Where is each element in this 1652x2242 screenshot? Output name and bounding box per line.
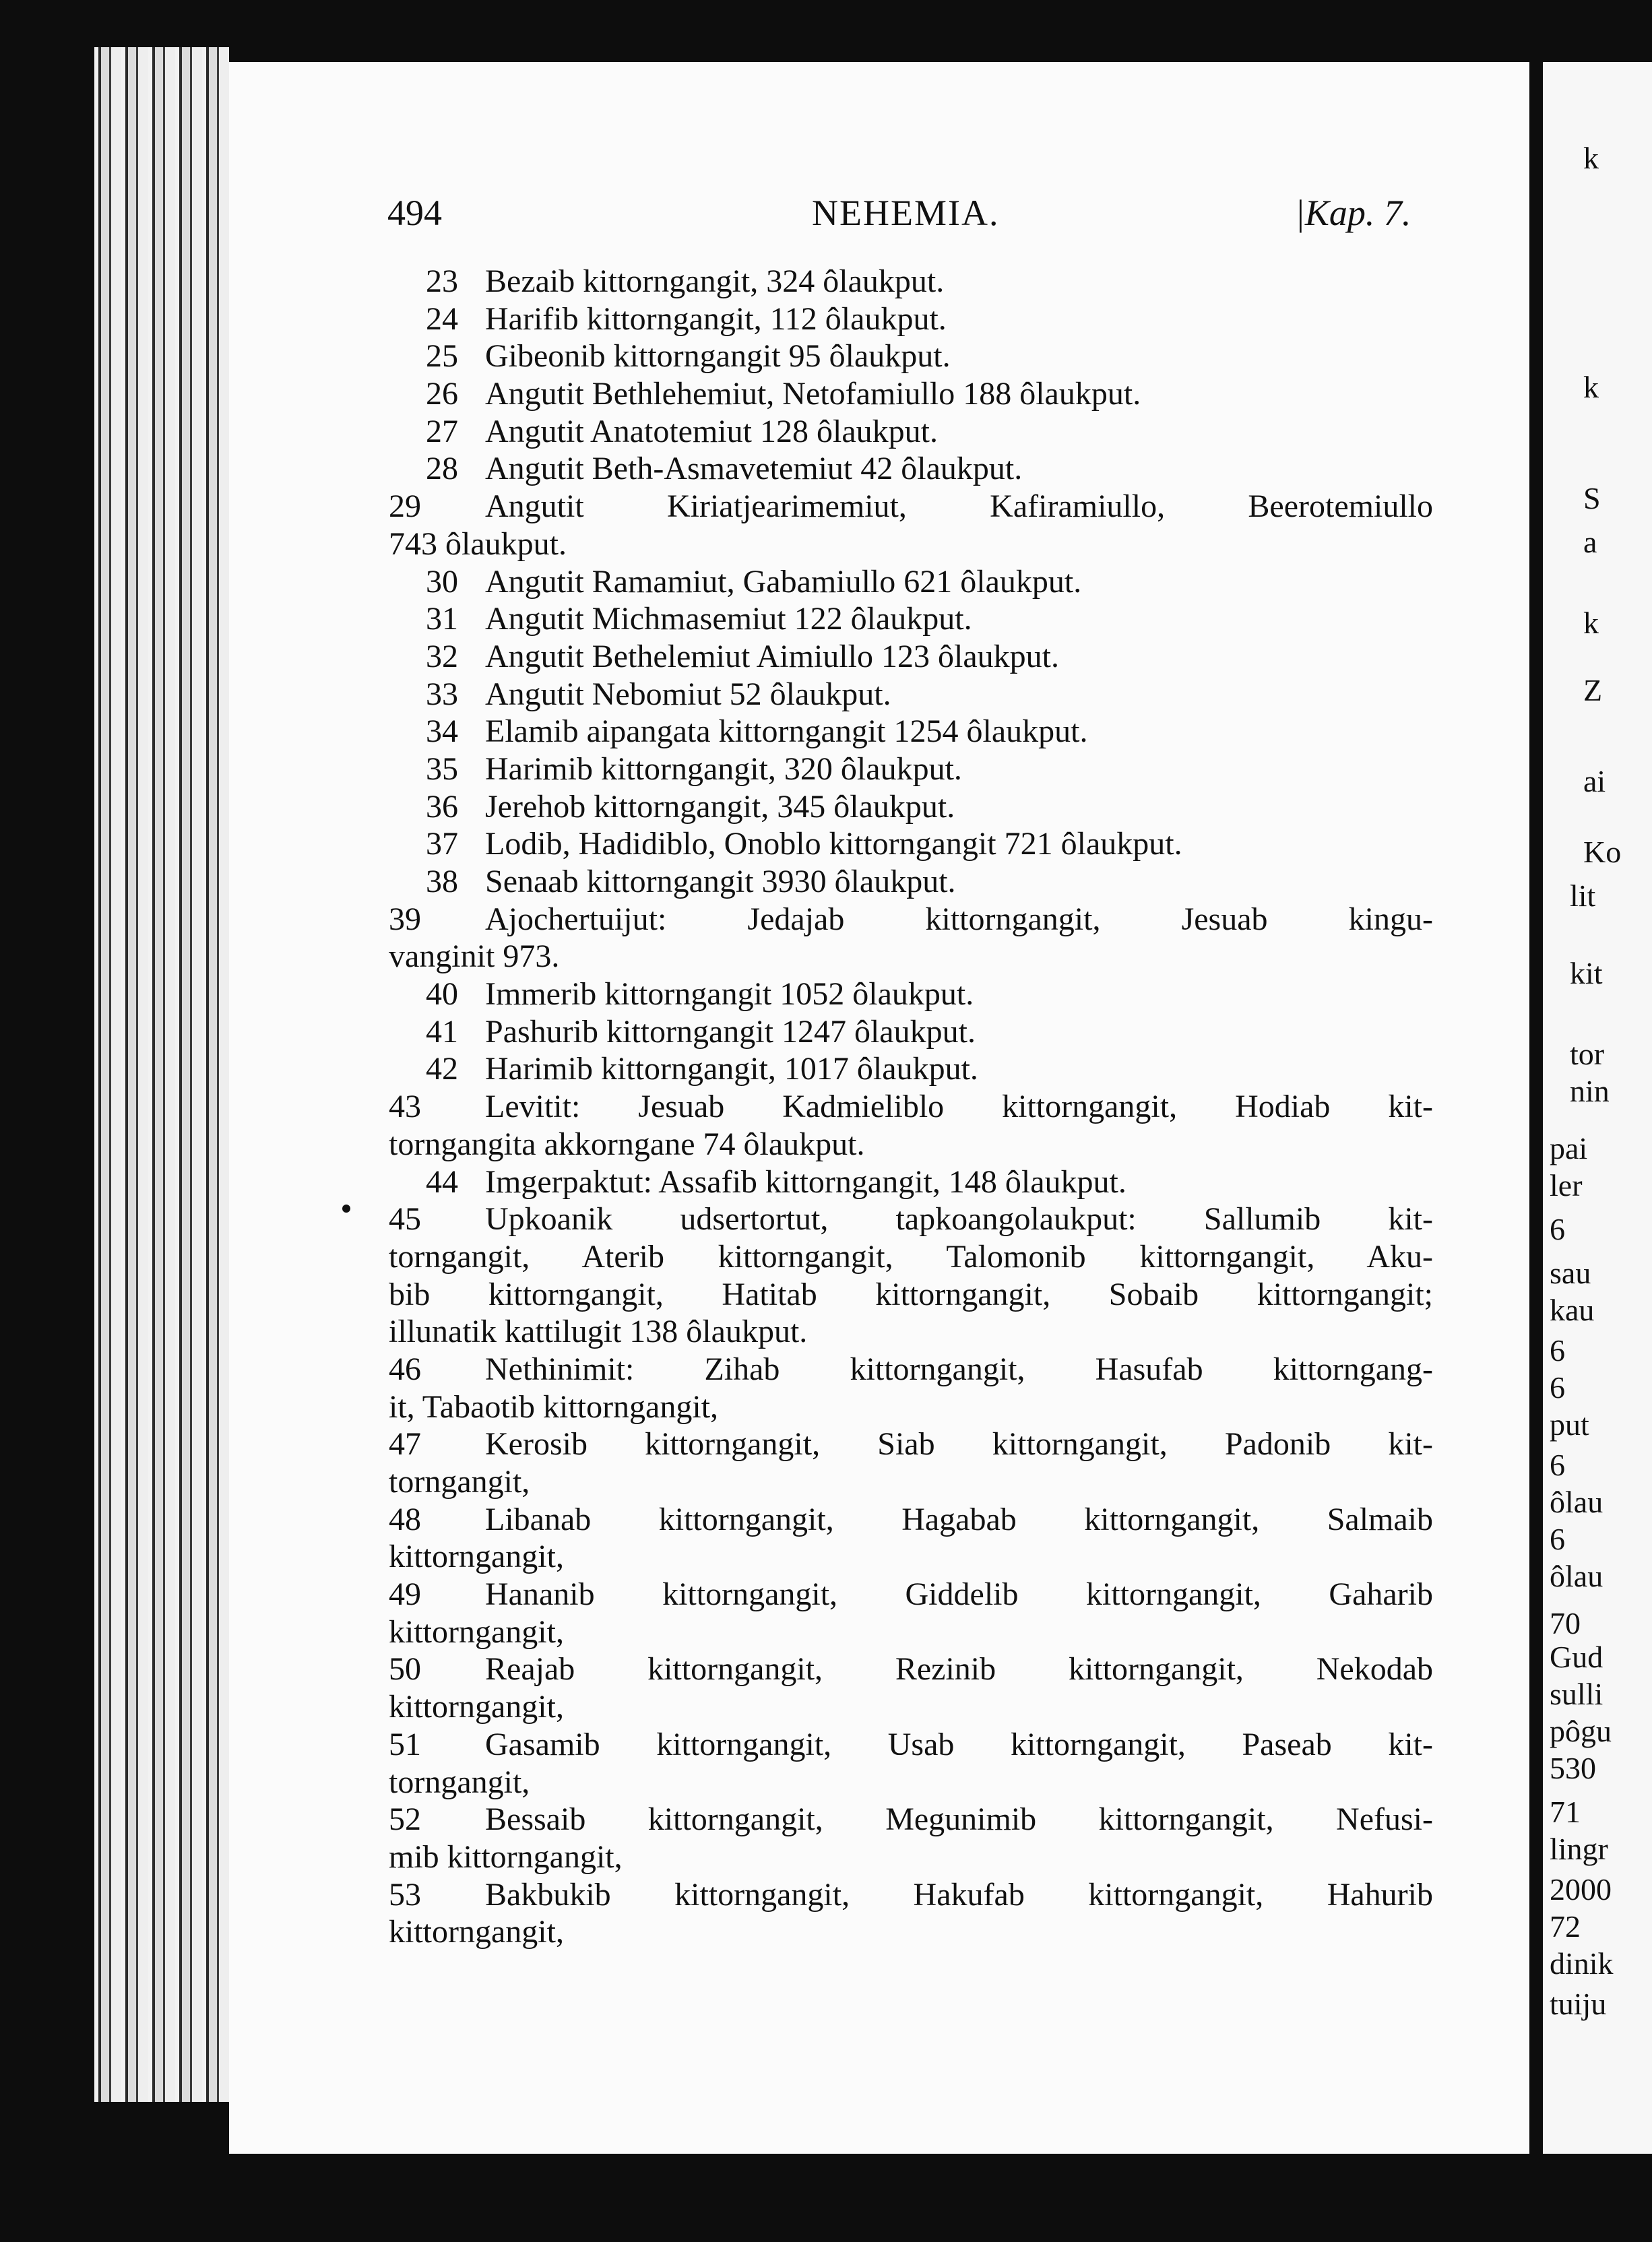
text-line	[389, 1501, 1433, 1539]
verse-text: Libanab kittorngangit, Hagabab kittorngangit, Salmaib	[485, 1501, 1433, 1537]
text-line	[389, 375, 1433, 413]
verse-text: Imgerpaktut: Assafib kittorngangit, 148 ôlaukput.	[485, 1163, 1126, 1200]
facing-page-fragment: 6	[1550, 1212, 1565, 1246]
text-line	[389, 1088, 1433, 1126]
verse-number: 37	[426, 826, 458, 862]
text-line	[389, 1426, 1433, 1463]
verse-number: 36	[426, 788, 458, 825]
verse-number: 25	[426, 338, 458, 375]
verse-text: torngangita akkorngane 74 ôlaukput.	[389, 1126, 865, 1162]
text-line	[389, 1764, 1433, 1801]
verse-number: 43	[389, 1089, 421, 1125]
verse-number: 24	[426, 300, 458, 337]
verse-text: Kerosib kittorngangit, Siab kittorngangit, Padonib kit-	[485, 1426, 1433, 1463]
facing-page-fragment: k	[1583, 370, 1599, 404]
verse-number: 27	[426, 413, 458, 449]
verse-text: vanginit 973.	[389, 938, 560, 975]
text-line	[389, 1013, 1433, 1051]
verse-list	[389, 263, 1433, 1951]
verse-text: Elamib aipangata kittorngangit 1254 ôlaukput.	[485, 713, 1088, 750]
text-line	[389, 1726, 1433, 1764]
verse-text: Bakbukib kittorngangit, Hakufab kittorngangit, Hahurib	[485, 1876, 1433, 1913]
verse-text: Gibeonib kittorngangit 95 ôlaukput.	[485, 338, 951, 375]
verse-number: 33	[426, 676, 458, 712]
facing-page-fragment: S	[1583, 481, 1601, 515]
facing-page-fragment: lit	[1570, 878, 1596, 913]
page-number: 494	[387, 193, 442, 233]
facing-page-edge	[1543, 62, 1652, 2154]
facing-page-fragment: k	[1583, 606, 1599, 640]
verse-number: 28	[426, 451, 458, 487]
text-line	[389, 1688, 1433, 1726]
facing-page-fragment: 6	[1550, 1522, 1565, 1556]
verse-text: Levitit: Jesuab Kadmieliblo kittorngangit, Hodiab kit-	[485, 1089, 1433, 1125]
verse-text: Immerib kittorngangit 1052 ôlaukput.	[485, 976, 974, 1013]
verse-number: 45	[389, 1201, 421, 1238]
verse-number: 42	[426, 1051, 458, 1087]
facing-page-fragment: sulli	[1550, 1677, 1603, 1711]
text-line	[389, 750, 1433, 788]
facing-page-fragment: tor	[1570, 1037, 1605, 1071]
text-line	[389, 1838, 1433, 1876]
text-line	[389, 975, 1433, 1013]
facing-page-fragment: nin	[1570, 1074, 1610, 1108]
verse-text: torngangit,	[389, 1464, 530, 1500]
text-line	[389, 338, 1433, 375]
text-line	[389, 600, 1433, 638]
text-line	[389, 863, 1433, 901]
verse-number: 48	[389, 1501, 421, 1537]
facing-page-fragment: pôgu	[1550, 1714, 1612, 1748]
verse-number: 40	[426, 976, 458, 1013]
text-line	[389, 1238, 1433, 1276]
facing-page-fragment: Ko	[1583, 835, 1622, 869]
verse-text: Reajab kittorngangit, Rezinib kittorngangit, Nekodab	[485, 1651, 1433, 1688]
text-line	[389, 1463, 1433, 1501]
facing-page-fragment: 70	[1550, 1606, 1581, 1640]
verse-text: kittorngangit,	[389, 1689, 564, 1725]
facing-page-fragment: 2000	[1550, 1872, 1612, 1907]
facing-page-fragment: sau	[1550, 1256, 1591, 1290]
facing-page-fragment: dinik	[1550, 1946, 1614, 1981]
verse-text: torngangit, Aterib kittorngangit, Talomonib kittorngangit, Aku-	[389, 1238, 1433, 1275]
text-line	[389, 788, 1433, 826]
facing-page-fragment: Gud	[1550, 1640, 1603, 1674]
verse-number: 44	[426, 1163, 458, 1200]
verse-text: mib kittorngangit,	[389, 1838, 623, 1875]
verse-text: Pashurib kittorngangit 1247 ôlaukput.	[485, 1013, 976, 1050]
text-line	[389, 938, 1433, 975]
verse-text: it, Tabaotib kittorngangit,	[389, 1388, 719, 1425]
text-line	[389, 1538, 1433, 1576]
verse-text: kittorngangit,	[389, 1613, 564, 1650]
verse-number: 34	[426, 713, 458, 750]
facing-page-fragment: 6	[1550, 1448, 1565, 1482]
text-line	[389, 1351, 1433, 1388]
verse-number: 52	[389, 1801, 421, 1838]
text-line	[389, 413, 1433, 451]
facing-page-fragment: a	[1583, 525, 1597, 559]
text-line	[389, 1576, 1433, 1613]
verse-text: Angutit Bethelemiut Aimiullo 123 ôlaukput.	[485, 638, 1059, 674]
verse-text: Bessaib kittorngangit, Megunimib kittorngangit, Nefusi-	[485, 1801, 1433, 1838]
text-line	[389, 563, 1433, 601]
verse-text: Harifib kittorngangit, 112 ôlaukput.	[485, 300, 947, 337]
text-line	[389, 825, 1433, 863]
verse-number: 38	[426, 864, 458, 899]
verse-text: Angutit Anatotemiut 128 ôlaukput.	[485, 413, 938, 449]
verse-text: Angutit Ramamiut, Gabamiullo 621 ôlaukput.	[485, 563, 1082, 600]
text-line	[389, 638, 1433, 676]
verse-text: Angutit Michmasemiut 122 ôlaukput.	[485, 601, 972, 637]
verse-number: 35	[426, 750, 458, 787]
facing-page-fragment: 72	[1550, 1909, 1581, 1944]
verse-text: Gasamib kittorngangit, Usab kittorngangit, Paseab kit-	[485, 1726, 1433, 1762]
verse-text: Jerehob kittorngangit, 345 ôlaukput.	[485, 788, 955, 825]
text-line	[389, 450, 1433, 488]
verse-text: Bezaib kittorngangit, 324 ôlaukput.	[485, 263, 945, 299]
verse-number: 41	[426, 1013, 458, 1050]
margin-dot	[342, 1205, 350, 1213]
facing-page-fragment: k	[1583, 141, 1599, 175]
text-line	[389, 300, 1433, 338]
facing-page-fragment: ai	[1583, 764, 1606, 798]
facing-page-fragment: Z	[1583, 673, 1603, 707]
verse-text: kittorngangit,	[389, 1914, 564, 1950]
verse-text: Angutit Beth-Asmavetemiut 42 ôlaukput.	[485, 451, 1023, 487]
verse-text: Hananib kittorngangit, Giddelib kittorngangit, Gaharib	[485, 1576, 1433, 1613]
verse-text: Ajochertuijut: Jedajab kittorngangit, Jesuab kingu-	[485, 901, 1433, 937]
facing-page-fragment: kau	[1550, 1293, 1595, 1327]
text-line	[389, 1913, 1433, 1951]
verse-text: kittorngangit,	[389, 1539, 564, 1575]
facing-page-fragment: lingr	[1550, 1832, 1608, 1866]
verse-number: 50	[389, 1651, 421, 1688]
verse-text: Angutit Bethlehemiut, Netofamiullo 188 ôlaukput.	[485, 376, 1141, 412]
verse-number: 26	[426, 376, 458, 412]
text-line	[389, 901, 1433, 938]
text-line	[389, 1050, 1433, 1088]
verse-text: bib kittorngangit, Hatitab kittorngangit, Sobaib kittorngangit;	[389, 1276, 1433, 1312]
text-line	[389, 525, 1433, 563]
text-line	[389, 1126, 1433, 1163]
verse-number: 47	[389, 1426, 421, 1463]
verse-text: Nethinimit: Zihab kittorngangit, Hasufab kittorngang-	[485, 1351, 1433, 1387]
facing-page-fragment: 6	[1550, 1333, 1565, 1368]
running-title: NEHEMIA.	[812, 193, 1000, 233]
text-line	[389, 1613, 1433, 1651]
text-line	[389, 1388, 1433, 1426]
book-spine-page-edges	[94, 47, 229, 2102]
verse-text: Angutit Nebomiut 52 ôlaukput.	[485, 676, 891, 712]
facing-page-fragment: 530	[1550, 1751, 1596, 1785]
verse-number: 29	[389, 488, 421, 525]
verse-text: Harimib kittorngangit, 1017 ôlaukput.	[485, 1051, 978, 1087]
text-line	[389, 1801, 1433, 1838]
verse-text: Angutit Kiriatjearimemiut, Kafiramiullo, Beerotemiullo	[485, 488, 1433, 525]
facing-page-fragment: kit	[1570, 956, 1603, 990]
text-line	[389, 488, 1433, 525]
facing-page-fragment: ôlau	[1550, 1559, 1603, 1593]
verse-text: torngangit,	[389, 1764, 530, 1800]
verse-number: 53	[389, 1876, 421, 1913]
verse-number: 51	[389, 1726, 421, 1762]
facing-page-fragment: tuiju	[1550, 1987, 1607, 2021]
text-line	[389, 1313, 1433, 1351]
verse-number: 49	[389, 1576, 421, 1613]
verse-number: 32	[426, 638, 458, 674]
facing-page-fragment: 6	[1550, 1370, 1565, 1405]
verse-number: 46	[389, 1351, 421, 1387]
facing-page-fragment: ler	[1550, 1168, 1583, 1203]
facing-page-fragment: ôlau	[1550, 1485, 1603, 1519]
verse-text: Upkoanik udsertortut, tapkoangolaukput: Sallumib kit-	[485, 1201, 1433, 1238]
facing-page-fragment: 71	[1550, 1795, 1581, 1829]
chapter-reference: |Kap. 7.	[1295, 193, 1411, 233]
verse-number: 31	[426, 601, 458, 637]
verse-text: illunatik kattilugit 138 ôlaukput.	[389, 1314, 808, 1350]
verse-number: 30	[426, 563, 458, 600]
text-line	[389, 1200, 1433, 1238]
text-line	[389, 1651, 1433, 1688]
verse-text: 743 ôlaukput.	[389, 525, 567, 562]
text-line	[389, 263, 1433, 300]
verse-number: 23	[426, 263, 458, 299]
text-line	[389, 713, 1433, 750]
facing-page-fragment: pai	[1550, 1131, 1588, 1165]
text-line	[389, 1276, 1433, 1314]
facing-page-fragment: put	[1550, 1407, 1589, 1442]
verse-text: Senaab kittorngangit 3930 ôlaukput.	[485, 864, 956, 899]
text-line	[389, 1876, 1433, 1914]
text-line	[389, 1163, 1433, 1201]
verse-text: Lodib, Hadidiblo, Onoblo kittorngangit 721 ôlaukput.	[485, 826, 1182, 862]
text-line	[389, 676, 1433, 713]
verse-number: 39	[389, 901, 421, 937]
verse-text: Harimib kittorngangit, 320 ôlaukput.	[485, 750, 962, 787]
